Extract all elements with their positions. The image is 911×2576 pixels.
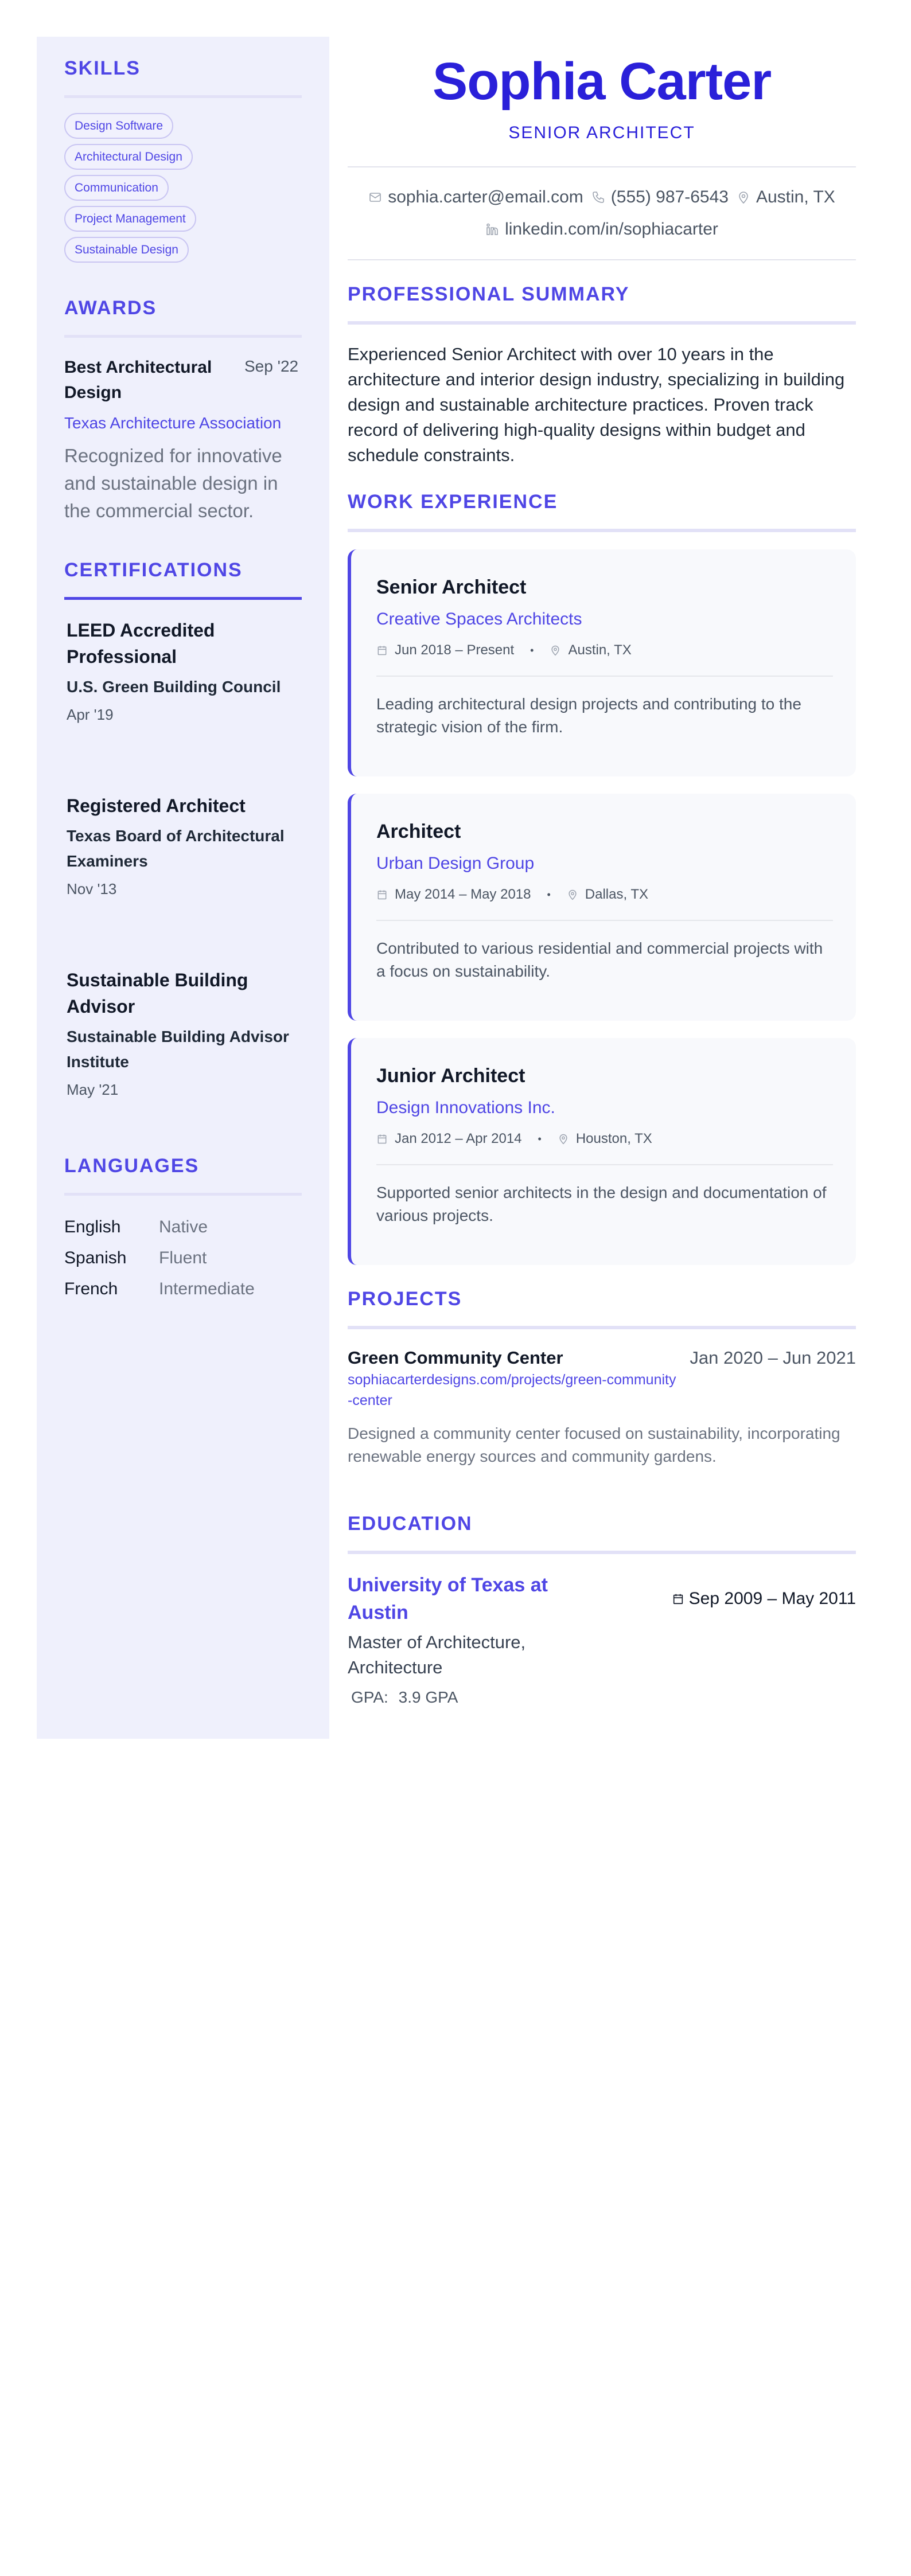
job-title: Senior Architect xyxy=(376,576,527,598)
email-text: sophia.carter@email.com xyxy=(388,188,583,206)
skills-section xyxy=(64,37,302,263)
certification-title: LEED Accredited Professional xyxy=(67,620,215,667)
certification-item xyxy=(64,950,302,1101)
job-description: Leading architectural design projects and contributing to the strategic vision of the firm. xyxy=(376,695,801,736)
languages-section xyxy=(64,1156,302,1305)
job-card xyxy=(348,1038,856,1265)
languages-heading: LANGUAGES xyxy=(64,1156,302,1196)
certification-item xyxy=(64,600,302,726)
project-link[interactable]: sophiacarterdesigns.com/projects/green-community-center xyxy=(348,1372,676,1408)
skill-chip: Sustainable Design xyxy=(64,237,189,263)
separator-dot: • xyxy=(538,1133,542,1145)
certification-date: May '21 xyxy=(67,1081,119,1098)
certification-date: Nov '13 xyxy=(67,880,117,897)
language-level: Intermediate xyxy=(159,1279,255,1298)
education-heading: EDUCATION xyxy=(348,1514,856,1554)
experience-heading: WORK EXPERIENCE xyxy=(348,492,856,532)
job-card xyxy=(348,549,856,776)
skills-list xyxy=(64,113,302,263)
award-organization: Texas Architecture Association xyxy=(64,414,282,432)
job-title: Architect xyxy=(376,821,461,842)
contact-info xyxy=(348,166,856,260)
certification-item xyxy=(64,775,302,900)
award-title: Best Architectural Design xyxy=(64,358,212,402)
language-name: French xyxy=(64,1279,118,1298)
candidate-name: Sophia Carter xyxy=(432,52,772,111)
contact-location xyxy=(737,181,835,213)
education-section xyxy=(348,1514,856,1709)
contact-email[interactable] xyxy=(368,181,583,213)
summary-section xyxy=(348,284,856,468)
awards-section xyxy=(64,298,302,525)
language-row xyxy=(64,1212,302,1243)
language-level: Native xyxy=(159,1217,208,1236)
certifications-heading: CERTIFICATIONS xyxy=(64,560,302,600)
calendar-icon xyxy=(376,889,388,900)
main-content xyxy=(348,37,856,1709)
skills-heading: SKILLS xyxy=(64,58,302,98)
certification-title: Registered Architect xyxy=(67,795,246,816)
languages-list xyxy=(64,1212,302,1305)
summary-text: Experienced Senior Architect with over 10 years in the architecture and interior design industry, specializing in building design and sustainable architecture practices. Proven track record of delivering high-quality designs within budget and schedule constraints. xyxy=(348,344,845,465)
summary-heading: PROFESSIONAL SUMMARY xyxy=(348,284,856,325)
divider xyxy=(376,676,833,677)
projects-section xyxy=(348,1289,856,1468)
education-degree: Master of Architecture, Architecture xyxy=(348,1632,526,1677)
separator-dot: • xyxy=(547,889,551,900)
skill-chip: Project Management xyxy=(64,206,196,232)
language-level: Fluent xyxy=(159,1248,207,1267)
projects-heading: PROJECTS xyxy=(348,1289,856,1329)
job-meta xyxy=(376,641,833,659)
project-name: Green Community Center xyxy=(348,1348,563,1368)
phone-icon xyxy=(591,190,605,204)
gpa-label: GPA: xyxy=(351,1688,388,1706)
certification-title: Sustainable Building Advisor xyxy=(67,970,248,1017)
map-pin-icon xyxy=(567,889,578,900)
contact-linkedin[interactable] xyxy=(485,213,718,245)
calendar-icon xyxy=(376,1133,388,1145)
job-location: Austin, TX xyxy=(568,642,632,658)
skill-chip: Design Software xyxy=(64,113,173,139)
gpa-value: 3.9 GPA xyxy=(398,1688,458,1706)
education-dates: Sep 2009 – May 2011 xyxy=(688,1589,856,1608)
job-company: Creative Spaces Architects xyxy=(376,610,582,629)
certification-date: Apr '19 xyxy=(67,706,114,723)
education-school: University of Texas at Austin xyxy=(348,1574,548,1623)
skill-chip: Communication xyxy=(64,175,169,201)
language-name: Spanish xyxy=(64,1248,127,1267)
experience-section xyxy=(348,492,856,1265)
map-pin-icon xyxy=(550,645,561,656)
language-row xyxy=(64,1243,302,1274)
divider xyxy=(376,920,833,921)
job-location: Dallas, TX xyxy=(585,887,649,902)
separator-dot: • xyxy=(530,645,534,656)
award-item xyxy=(64,355,302,525)
map-pin-icon xyxy=(558,1133,569,1145)
certification-issuer: Sustainable Building Advisor Institute xyxy=(67,1028,289,1071)
phone-text: (555) 987-6543 xyxy=(610,188,729,206)
divider xyxy=(376,1164,833,1165)
job-location: Houston, TX xyxy=(575,1131,652,1146)
candidate-title: SENIOR ARCHITECT xyxy=(508,123,695,142)
award-date: Sep '22 xyxy=(244,357,299,375)
job-description: Contributed to various residential and commercial projects with a focus on sustainability. xyxy=(376,939,823,980)
linkedin-text: linkedin.com/in/sophiacarter xyxy=(505,220,718,239)
language-name: English xyxy=(64,1217,121,1236)
language-row xyxy=(64,1274,302,1305)
resume-header xyxy=(348,37,856,260)
linkedin-icon xyxy=(485,223,499,236)
sidebar xyxy=(37,37,329,1739)
project-item xyxy=(348,1346,856,1468)
education-item xyxy=(348,1571,856,1709)
certifications-section xyxy=(64,560,302,1101)
skill-chip: Architectural Design xyxy=(64,144,193,170)
education-dates-wrap xyxy=(672,1571,856,1626)
job-company: Design Innovations Inc. xyxy=(376,1098,555,1117)
certification-issuer: U.S. Green Building Council xyxy=(67,678,281,696)
calendar-icon xyxy=(376,645,388,656)
job-card xyxy=(348,794,856,1021)
project-dates: Jan 2020 – Jun 2021 xyxy=(690,1348,856,1368)
map-pin-icon xyxy=(737,190,750,204)
award-description: Recognized for innovative and sustainable design in the commercial sector. xyxy=(64,445,282,521)
contact-phone[interactable] xyxy=(591,181,729,213)
location-text: Austin, TX xyxy=(756,188,835,206)
job-title: Junior Architect xyxy=(376,1065,525,1087)
education-gpa xyxy=(348,1686,856,1709)
job-dates: Jan 2012 – Apr 2014 xyxy=(395,1131,522,1146)
job-meta xyxy=(376,1130,833,1148)
certification-issuer: Texas Board of Architectural Examiners xyxy=(67,827,285,870)
job-meta xyxy=(376,885,833,904)
job-dates: May 2014 – May 2018 xyxy=(395,887,531,902)
job-dates: Jun 2018 – Present xyxy=(395,642,515,658)
awards-heading: AWARDS xyxy=(64,298,302,338)
mail-icon xyxy=(368,190,382,204)
project-description: Designed a community center focused on sustainability, incorporating renewable energy sources and community gardens. xyxy=(348,1424,840,1465)
calendar-icon xyxy=(672,1593,684,1605)
job-company: Urban Design Group xyxy=(376,854,535,873)
job-description: Supported senior architects in the design and documentation of various projects. xyxy=(376,1184,827,1224)
